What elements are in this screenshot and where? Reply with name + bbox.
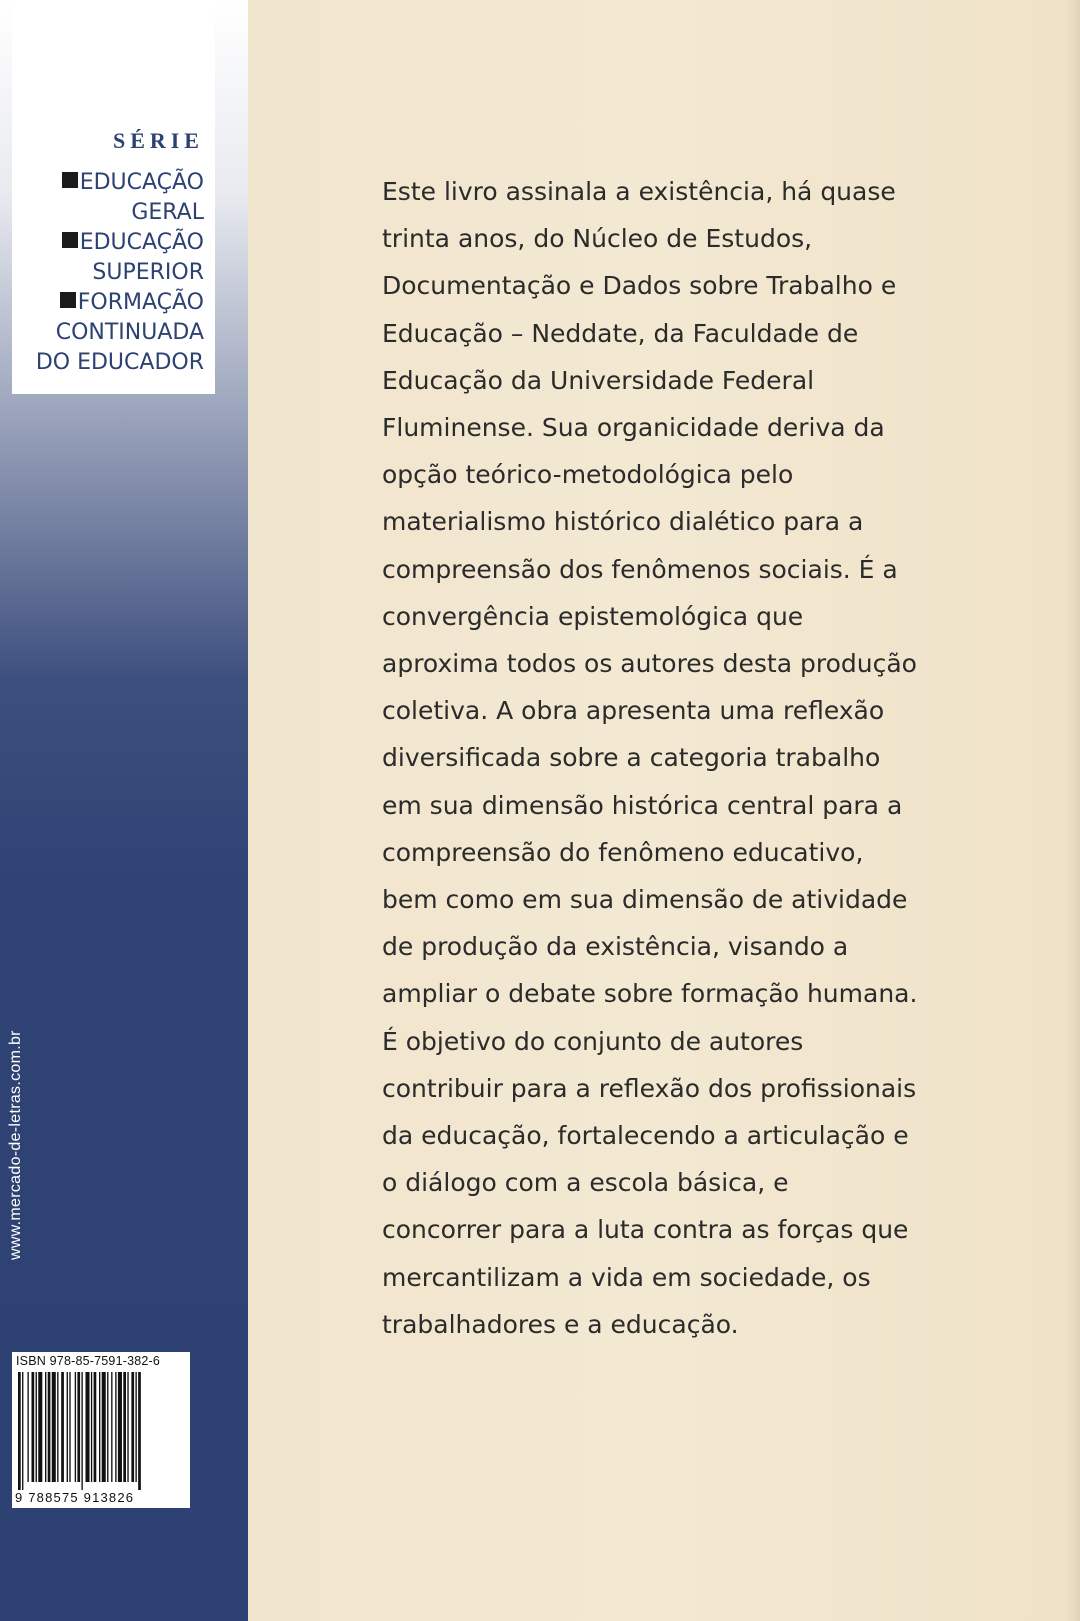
description-line: ampliar o debate sobre formação humana. [382, 979, 918, 1009]
barcode-bar [52, 1372, 56, 1482]
barcode-bar [91, 1372, 92, 1482]
barcode-bar [77, 1372, 80, 1482]
description-line: convergência epistemológica que [382, 601, 804, 631]
barcode-bar [27, 1372, 28, 1482]
description-line: diversificada sobre a categoria trabalho [382, 743, 881, 773]
barcode-bar [111, 1372, 112, 1482]
barcode-bar [86, 1372, 90, 1482]
barcode-bar [48, 1372, 51, 1482]
description-line: Documentação e Dados sobre Trabalho e [382, 271, 897, 301]
barcode-bar [131, 1372, 134, 1482]
description-line: da educação, fortalecendo a articulação e [382, 1121, 909, 1151]
description-line: contribuir para a reflexão dos profissionais [382, 1073, 917, 1103]
barcode-bar [118, 1372, 122, 1482]
description-line: Educação da Universidade Federal [382, 365, 815, 395]
description-line: materialismo histórico dialético para a [382, 507, 864, 537]
barcode-bar [45, 1372, 46, 1482]
barcode-bar [138, 1372, 141, 1490]
series-box [12, 0, 215, 394]
barcode-bar [22, 1372, 23, 1490]
barcode-bar [32, 1372, 35, 1482]
description-line: mercantilizam a vida em sociedade, os [382, 1262, 871, 1292]
barcode-bar [102, 1372, 106, 1482]
barcode-bar [123, 1372, 126, 1482]
square-bullet-icon [62, 232, 78, 248]
description-line: compreensão do fenômeno educativo, [382, 837, 864, 867]
description-line: de produção da existência, visando a [382, 932, 849, 962]
description-line: trinta anos, do Núcleo de Estudos, [382, 224, 813, 254]
barcode-bar [38, 1372, 42, 1482]
description-line: concorrer para a luta contra as forças que [382, 1215, 909, 1245]
description-line: o diálogo com a escola básica, e [382, 1168, 789, 1198]
description-line: Fluminense. Sua organicidade deriva da [382, 413, 885, 443]
barcode-bar [94, 1372, 97, 1482]
description-line: Educação – Neddate, da Faculdade de [382, 318, 859, 348]
square-bullet-icon [62, 172, 78, 188]
series-item-educacao-geral: EDUCAÇÃO GERAL [12, 168, 204, 228]
description-line: aproxima todos os autores desta produção [382, 649, 917, 679]
series-title: SÉRIE [112, 128, 204, 153]
series-item-educacao-superior: EDUCAÇÃO SUPERIOR [12, 228, 204, 288]
publisher-website: www.mercado-de-letras.com.br [7, 1030, 24, 1260]
cover-edge-shadow [1066, 0, 1080, 1621]
barcode-icon [18, 1372, 186, 1490]
description-line: compreensão dos fenômenos sociais. É a [382, 554, 898, 584]
barcode-bar [127, 1372, 128, 1482]
description-line: em sua dimensão histórica central para a [382, 790, 903, 820]
barcode-bar [99, 1372, 100, 1482]
square-bullet-icon [60, 292, 76, 308]
isbn-barcode-box [12, 1352, 190, 1508]
description-line: É objetivo do conjunto de autores [382, 1026, 804, 1056]
barcode-bar [67, 1372, 68, 1482]
description-line: Este livro assinala a existência, há quase [382, 177, 896, 206]
spine-panel [0, 0, 248, 1621]
barcode-bar [69, 1372, 70, 1482]
series-item-formacao-continuada: FORMAÇÃO CONTINUADA DO EDUCADOR [35, 290, 204, 375]
barcode-bar [81, 1372, 82, 1490]
barcode-bar [75, 1372, 76, 1482]
description-line: trabalhadores e a educação. [382, 1309, 739, 1339]
description-line: bem como em sua dimensão de atividade [382, 885, 908, 915]
book-description [382, 168, 942, 1348]
isbn-label: ISBN 978-85-7591-382-6 [16, 1354, 161, 1368]
barcode-bar [57, 1372, 58, 1482]
barcode-bar [36, 1372, 37, 1482]
barcode-bar [61, 1372, 64, 1482]
barcode-bar [115, 1372, 116, 1482]
series-list [12, 168, 204, 378]
barcode-bar [107, 1372, 108, 1482]
description-line: coletiva. A obra apresenta uma reflexão [382, 696, 885, 726]
description-line: opção teórico-metodológica pelo [382, 460, 794, 490]
barcode-digits: 9 788575 913826 [15, 1490, 135, 1505]
barcode-bar [135, 1372, 136, 1482]
barcode-bar [18, 1372, 21, 1490]
